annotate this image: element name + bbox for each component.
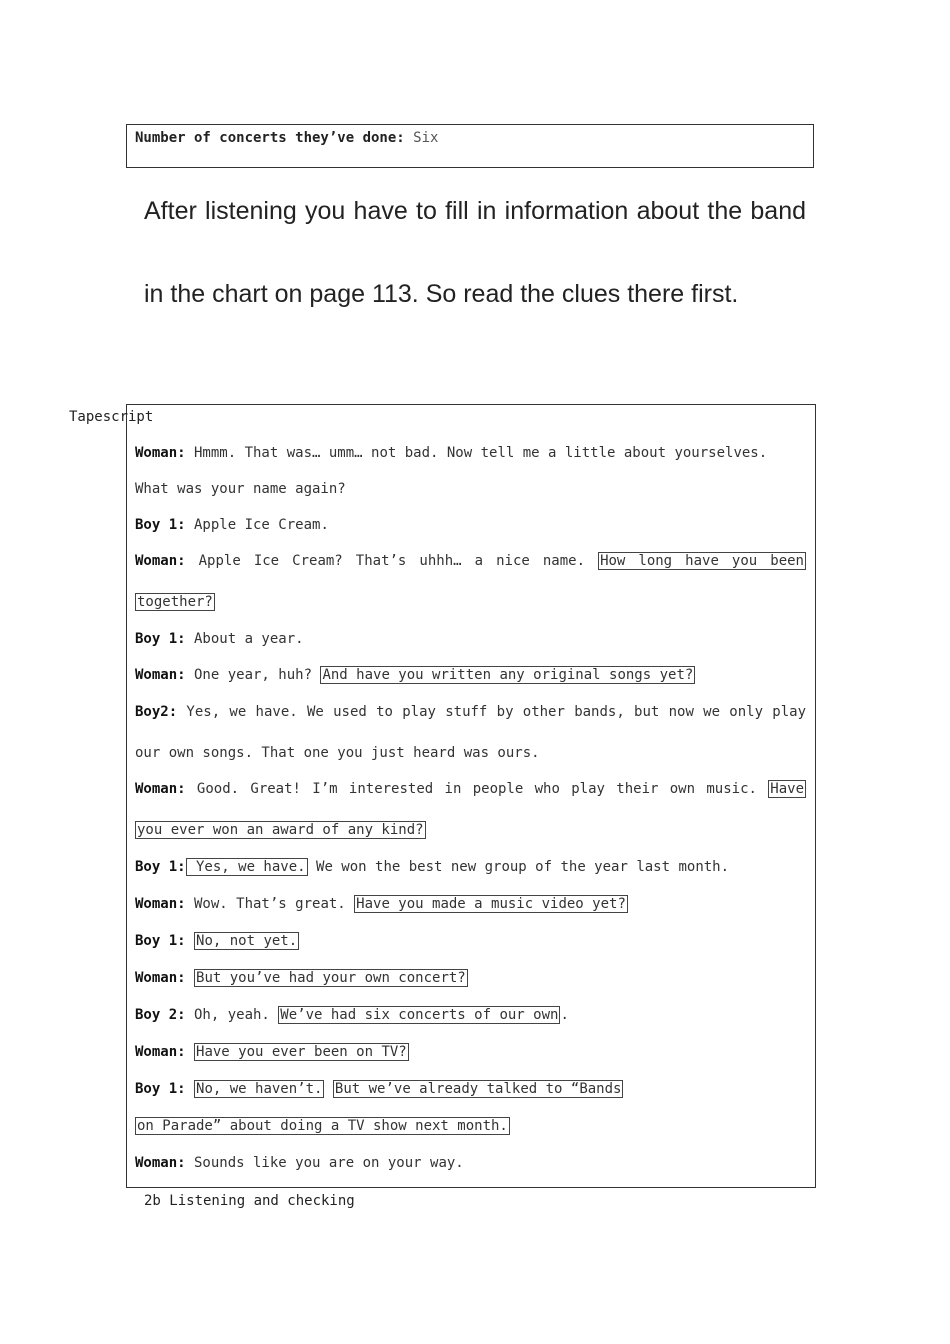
- answer-box: you ever won an award of any kind?: [137, 822, 424, 838]
- section-heading: 2b Listening and checking: [144, 1193, 355, 1209]
- dialogue-line: Boy 1: Yes, we have. We won the best new group of the year last month.: [135, 859, 730, 875]
- dialogue-line: Woman: Sounds like you are on your way.: [135, 1155, 464, 1171]
- dialogue-line: Woman: Apple Ice Cream? That’s uhhh… a nice name. How long have you been: [135, 553, 804, 569]
- dialogue-line: Woman: Good. Great! I’m interested in people who play their own music. Have: [135, 781, 804, 797]
- answer-box: How long have you been: [600, 553, 804, 569]
- concerts-value: Six: [413, 130, 439, 146]
- dialogue-line: Woman: Hmmm. That was… umm… not bad. Now tell me a little about yourselves.: [135, 445, 768, 461]
- answer-box: But you’ve had your own concert?: [196, 970, 466, 986]
- answer-box: together?: [137, 594, 213, 610]
- dialogue-line: [135, 594, 806, 610]
- answer-box: Have you ever been on TV?: [196, 1044, 407, 1060]
- tapescript-label: Tapescript: [69, 409, 154, 425]
- dialogue-line: Boy 1: No, not yet.: [135, 933, 298, 949]
- dialogue-line: Woman: One year, huh? And have you written any original songs yet?: [135, 667, 694, 683]
- dialogue-line: Boy 1: Apple Ice Cream.: [135, 517, 329, 533]
- dialogue-line: [135, 822, 806, 838]
- dialogue-line: our own songs. That one you just heard was ours.: [135, 745, 540, 761]
- dialogue-line: Woman: Wow. That’s great. Have you made a music video yet?: [135, 896, 626, 912]
- dialogue-line: Boy 1: About a year.: [135, 631, 304, 647]
- dialogue-line: What was your name again?: [135, 481, 346, 497]
- answer-box: And have you written any original songs yet?: [322, 667, 694, 683]
- answer-box: Yes, we have.: [187, 859, 306, 875]
- answer-box: We’ve had six concerts of our own: [280, 1007, 559, 1023]
- dialogue-line: Boy 2: Oh, yeah. We’ve had six concerts of our own .: [135, 1007, 569, 1023]
- dialogue-line: Woman: But you’ve had your own concert?: [135, 970, 466, 986]
- answer-box: But we’ve already talked to “Bands: [334, 1081, 622, 1097]
- answer-box: No, we haven’t.: [196, 1081, 323, 1097]
- answer-box: Have: [770, 781, 804, 797]
- dialogue-line: Boy2: Yes, we have. We used to play stuff by other bands, but now we only play: [135, 704, 806, 720]
- answer-box: Have you made a music video yet?: [356, 896, 626, 912]
- dialogue-line: Woman: Have you ever been on TV?: [135, 1044, 407, 1060]
- concerts-label: Number of concerts they’ve done:: [135, 130, 405, 146]
- answer-box: No, not yet.: [196, 933, 298, 949]
- dialogue-line: [135, 1118, 806, 1134]
- dialogue-line: Boy 1: No, we haven’t. But we’ve already talked to “Bands: [135, 1081, 622, 1097]
- concerts-line: [135, 130, 438, 146]
- answer-box: on Parade” about doing a TV show next month.: [137, 1118, 508, 1134]
- intro-paragraph: After listening you have to fill in information about the band in the chart on page 113. So read the clues there first.: [144, 197, 806, 308]
